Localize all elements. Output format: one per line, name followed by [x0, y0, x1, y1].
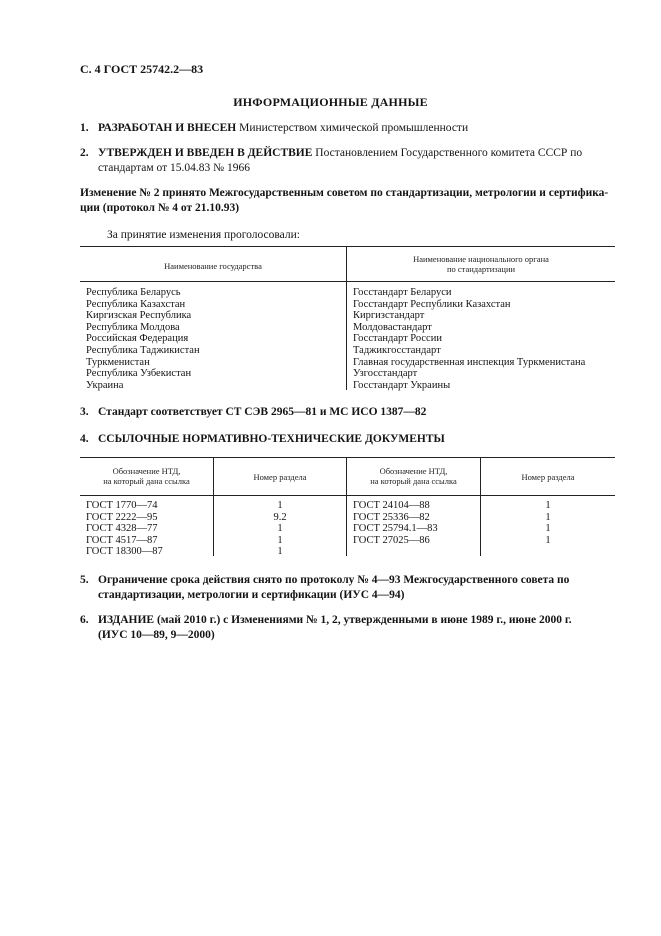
- table-row: ГОСТ 25794.1—83: [353, 523, 438, 535]
- section-4-number: 4.: [80, 433, 89, 445]
- table-row: Главная государственная инспекция Туркменистана: [353, 356, 586, 368]
- change-note-line1: Изменение № 2 принято Межгосударственным советом по стандартизации, метрологии и сертифика-: [80, 187, 609, 199]
- table-row: Киргизстандарт: [353, 310, 425, 322]
- section-1-number: 1.: [80, 122, 89, 134]
- table-row: Республика Узбекистан: [86, 368, 192, 380]
- table-row: ГОСТ 25336—82: [353, 511, 430, 523]
- ref-table-doc-header-left: Обозначение НТД, на который дана ссылка: [103, 466, 190, 486]
- table-row: 1: [277, 534, 283, 546]
- table-row: 1: [545, 511, 551, 523]
- vote-table-bodies: [353, 287, 585, 391]
- table-row: Республика Казахстан: [86, 298, 186, 310]
- table-row: 1: [277, 500, 283, 511]
- section-2: [80, 146, 582, 176]
- section-6: [80, 613, 572, 643]
- table-row: 1: [545, 534, 551, 546]
- section-6-line1: ИЗДАНИЕ (май 2010 г.) с Изменениями № 1, 2, утвержденными в июне 1989 г., июне 2000 г.: [98, 614, 572, 626]
- table-row: ГОСТ 27025—86: [353, 534, 430, 546]
- vote-table-top-rule: [80, 246, 615, 247]
- section-1-heading: РАЗРАБОТАН И ВНЕСЕН: [98, 122, 237, 134]
- vote-table-header-rule: [80, 281, 615, 282]
- table-row: Таджикгосстандарт: [353, 344, 441, 356]
- table-row: Молдовастандарт: [353, 321, 432, 333]
- table-row: Госстандарт России: [353, 333, 442, 345]
- section-2-text-line2: стандартам от 15.04.83 № 1966: [98, 162, 250, 174]
- table-row: ГОСТ 1770—74: [86, 500, 158, 511]
- section-1-text: Министерством химической промышленности: [236, 122, 469, 134]
- section-4-heading: ССЫЛОЧНЫЕ НОРМАТИВНО-ТЕХНИЧЕСКИЕ ДОКУМЕНТЫ: [98, 433, 445, 445]
- table-row: ГОСТ 18300—87: [86, 546, 163, 558]
- table-row: Туркменистан: [86, 356, 150, 368]
- table-row: Узгосстандарт: [353, 368, 418, 380]
- change-note: [80, 186, 608, 216]
- section-6-line2: (ИУС 10—89, 9—2000): [98, 629, 215, 641]
- table-row: Киргизская Республика: [86, 310, 192, 322]
- section-2-number: 2.: [80, 147, 89, 159]
- section-3: [80, 405, 426, 420]
- section-5: [80, 573, 569, 603]
- ref-table-right-docs: [353, 500, 438, 546]
- ref-table-doc-header-right: Обозначение НТД, на который дана ссылка: [370, 466, 457, 486]
- section-5-line1: Ограничение срока действия снято по протоколу № 4—93 Межгосударственного совета по: [98, 574, 570, 586]
- table-row: Госстандарт Республики Казахстан: [353, 298, 511, 310]
- table-row: Республика Молдова: [86, 321, 180, 333]
- table-row: 9.2: [273, 511, 287, 523]
- section-2-text-line1: Постановлением Государственного комитета СССР по: [312, 147, 583, 159]
- ref-table-section-header-left: Номер раздела: [253, 472, 307, 482]
- page-title: ИНФОРМАЦИОННЫЕ ДАННЫЕ: [233, 95, 428, 109]
- section-4: [80, 432, 445, 447]
- table-row: 1: [277, 523, 283, 535]
- table-row: Республика Беларусь: [86, 287, 181, 298]
- page-header: С. 4 ГОСТ 25742.2—83: [80, 62, 204, 76]
- section-2-heading: УТВЕРЖДЕН И ВВЕДЕН В ДЕЙСТВИЕ: [98, 147, 313, 159]
- section-5-line2: стандартизации, метрологии и сертификации (ИУС 4—94): [98, 589, 405, 601]
- table-row: ГОСТ 4517—87: [86, 534, 158, 546]
- section-3-number: 3.: [80, 406, 89, 418]
- ref-table-section-header-right: Номер раздела: [521, 472, 575, 482]
- section-5-number: 5.: [80, 574, 89, 586]
- table-row: ГОСТ 2222—95: [86, 511, 158, 523]
- ref-table-top-rule: [80, 457, 615, 458]
- table-row: 1: [277, 546, 283, 558]
- table-row: Госстандарт Беларуси: [353, 287, 452, 298]
- table-row: ГОСТ 4328—77: [86, 523, 158, 535]
- table-row: Республика Таджикистан: [86, 344, 200, 356]
- vote-table-states: [86, 287, 200, 391]
- table-row: Украина: [86, 379, 124, 391]
- ref-table-header-rule: [80, 495, 615, 496]
- vote-table-col2-header: Наименование национального органа по стандартизации: [413, 254, 549, 274]
- table-row: ГОСТ 24104—88: [353, 500, 430, 511]
- voted-label: За принятие изменения проголосовали:: [107, 229, 300, 241]
- section-3-text: Стандарт соответствует СТ СЭВ 2965—81 и МС ИСО 1387—82: [98, 406, 427, 418]
- section-6-number: 6.: [80, 614, 89, 626]
- ref-table-left-sections: [214, 500, 346, 558]
- table-row: Госстандарт Украины: [353, 379, 451, 391]
- change-note-line2: ции (протокол № 4 от 21.10.93): [80, 202, 240, 214]
- section-1: [80, 121, 468, 136]
- table-row: 1: [545, 500, 551, 511]
- table-row: 1: [545, 523, 551, 535]
- ref-table-right-sections: [481, 500, 615, 546]
- ref-table-left-docs: [86, 500, 163, 558]
- table-row: Российская Федерация: [86, 333, 189, 345]
- vote-table-col1-header: Наименование государства: [164, 261, 262, 271]
